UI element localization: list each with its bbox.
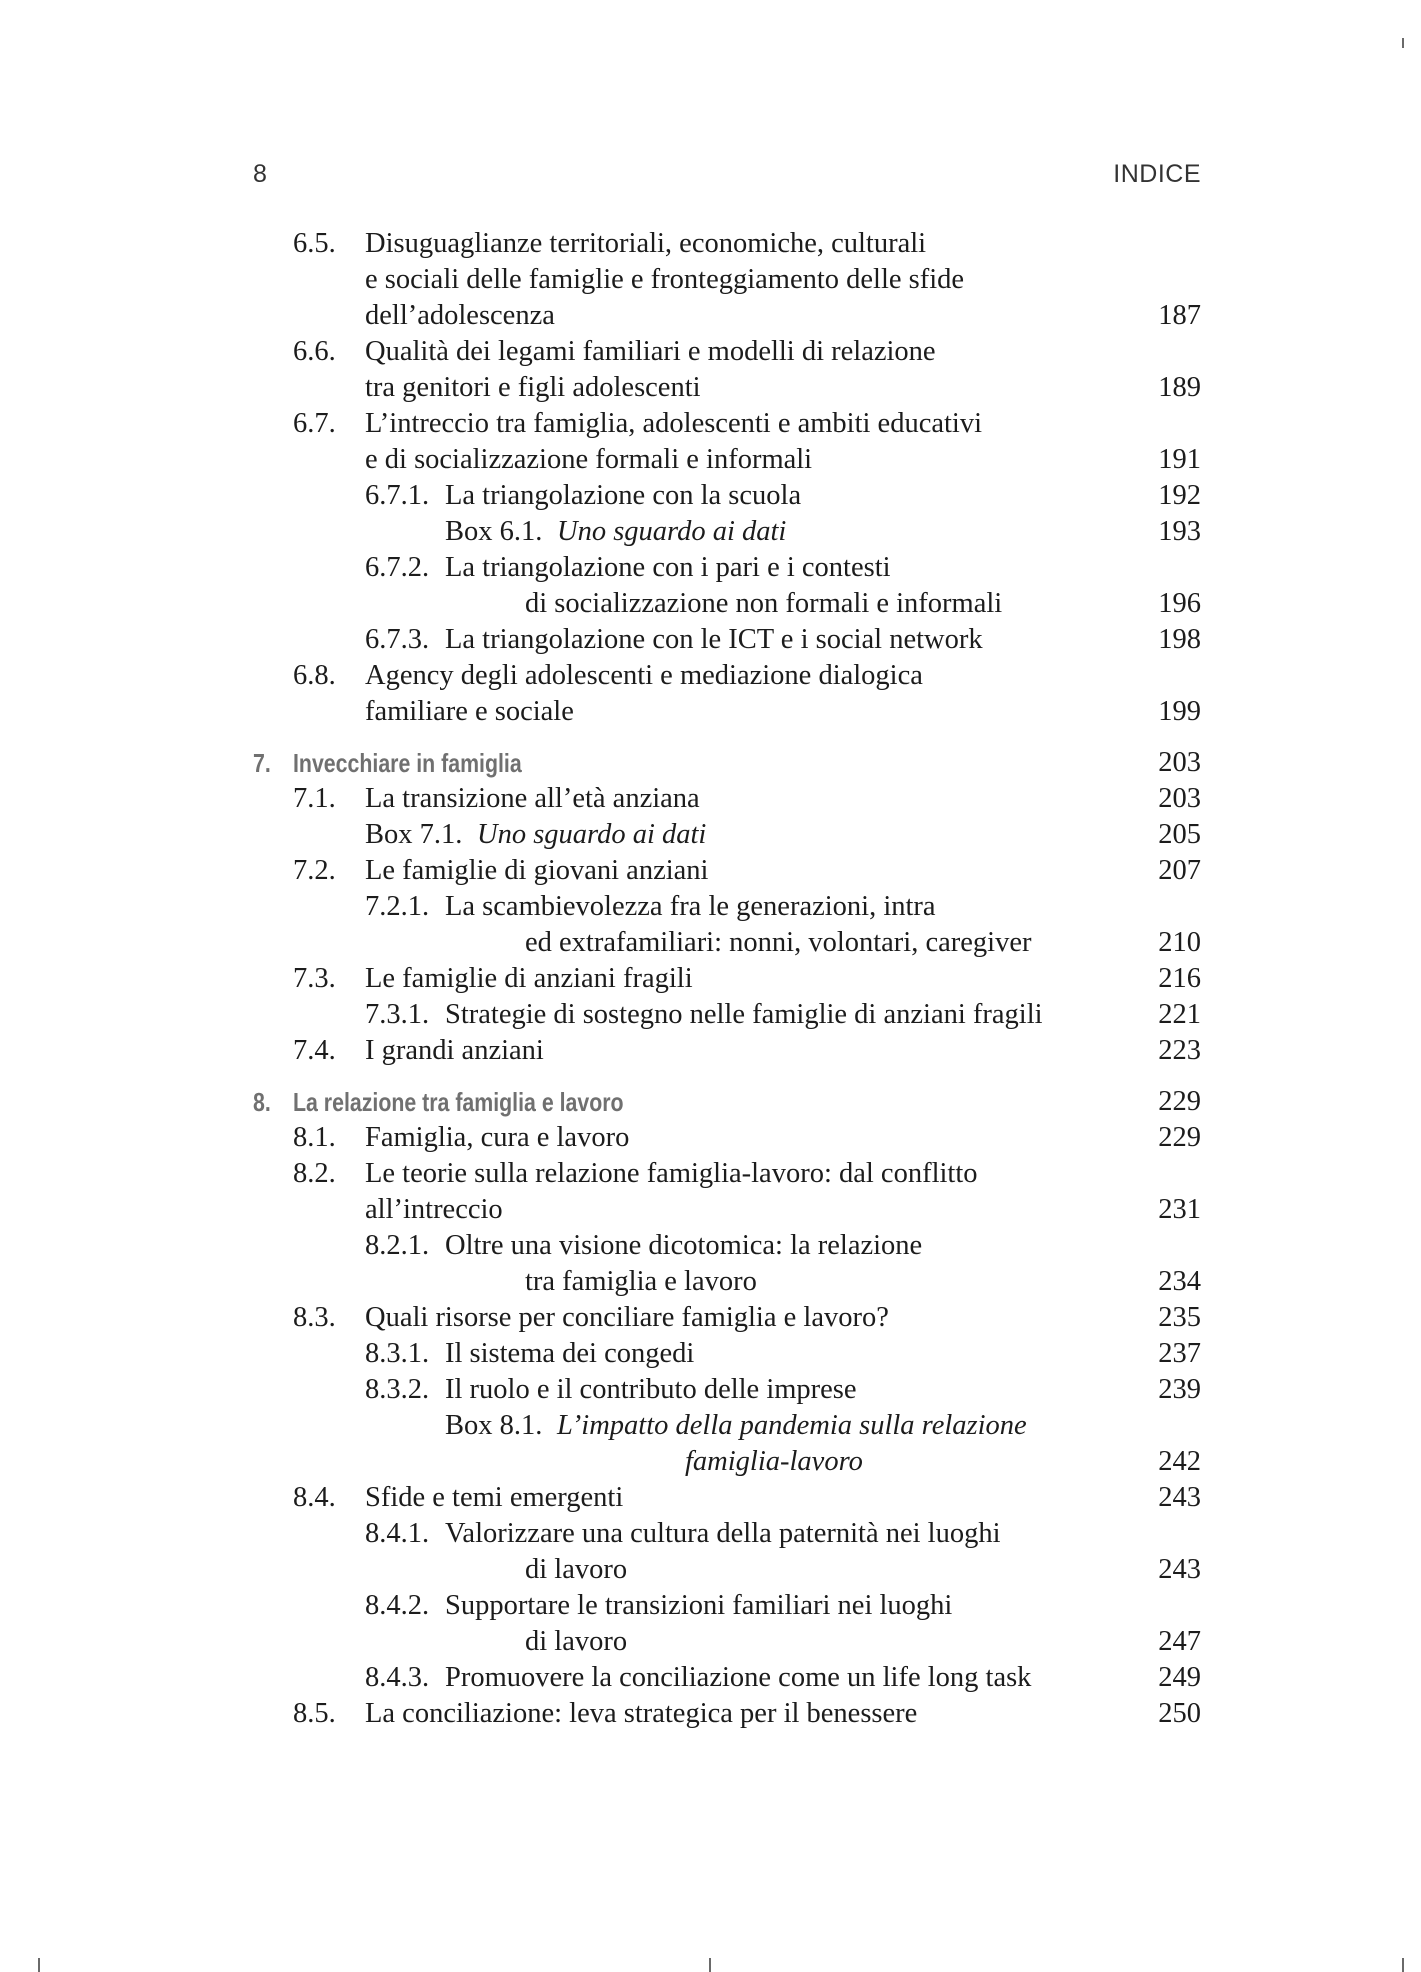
entry-number: 6.7. xyxy=(293,408,336,439)
entry-title: Promuovere la conciliazione come un life long task xyxy=(445,1662,1032,1693)
entry-title: e sociali delle famiglie e fronteggiamento delle sfide xyxy=(365,264,965,295)
entry-page-number: 205 xyxy=(1158,819,1201,850)
entry-page-number: 234 xyxy=(1158,1266,1201,1297)
toc-entry-line xyxy=(253,1033,1201,1069)
toc-entry-line xyxy=(253,478,1201,514)
toc-entry-line xyxy=(253,334,1201,370)
toc-entry-line xyxy=(253,1696,1201,1732)
toc-entry-line xyxy=(253,1444,1201,1480)
toc-entry-line xyxy=(253,1336,1201,1372)
entry-title: Invecchiare in famiglia xyxy=(293,748,522,778)
entry-title: all’intreccio xyxy=(365,1194,503,1225)
toc-entry-line xyxy=(253,1228,1201,1264)
toc-entry-line xyxy=(253,1120,1201,1156)
entry-title: famiglia-lavoro xyxy=(685,1446,863,1477)
entry-page-number: 235 xyxy=(1158,1302,1201,1333)
toc-entry-line xyxy=(253,1408,1201,1444)
entry-title: Il ruolo e il contributo delle imprese xyxy=(445,1374,857,1405)
entry-title: L’impatto della pandemia sulla relazione xyxy=(557,1410,1027,1441)
toc-entry-line xyxy=(253,1516,1201,1552)
entry-title: Agency degli adolescenti e mediazione dialogica xyxy=(365,660,923,691)
entry-title: Oltre una visione dicotomica: la relazione xyxy=(445,1230,923,1261)
entry-number: 8.3.2. xyxy=(365,1374,430,1405)
entry-title: La transizione all’età anziana xyxy=(365,783,700,814)
toc-entry-line xyxy=(253,997,1201,1033)
entry-title: Qualità dei legami familiari e modelli di relazione xyxy=(365,336,936,367)
entry-title: La triangolazione con i pari e i contesti xyxy=(445,552,891,583)
toc-chapter-line xyxy=(253,1084,1201,1120)
toc-entry-line xyxy=(253,370,1201,406)
entry-number: 6.7.2. xyxy=(365,552,430,583)
entry-number: 8.4.1. xyxy=(365,1518,430,1549)
entry-title: Le famiglie di giovani anziani xyxy=(365,855,709,886)
toc-entry-line xyxy=(253,1300,1201,1336)
toc-entry-line xyxy=(253,658,1201,694)
entry-title: di lavoro xyxy=(525,1554,628,1585)
toc-entry-line xyxy=(253,694,1201,730)
entry-title: Uno sguardo ai dati xyxy=(477,819,707,850)
entry-title: I grandi anziani xyxy=(365,1035,544,1066)
entry-title: di socializzazione non formali e informali xyxy=(525,588,1003,619)
entry-page-number: 199 xyxy=(1158,696,1201,727)
entry-title: tra genitori e figli adolescenti xyxy=(365,372,701,403)
entry-page-number: 189 xyxy=(1158,372,1201,403)
entry-page-number: 191 xyxy=(1158,444,1201,475)
toc-entry-line xyxy=(253,514,1201,550)
running-title: INDICE xyxy=(1113,160,1201,188)
entry-number: 8.3. xyxy=(293,1302,336,1333)
entry-title: Le teorie sulla relazione famiglia-lavoro: dal conflitto xyxy=(365,1158,978,1189)
entry-page-number: 239 xyxy=(1158,1374,1201,1405)
entry-page-number: 221 xyxy=(1158,999,1201,1030)
entry-title: di lavoro xyxy=(525,1626,628,1657)
toc-entry-line xyxy=(253,961,1201,997)
toc-entry-line xyxy=(253,1660,1201,1696)
entry-title: Uno sguardo ai dati xyxy=(557,516,787,547)
entry-number: 8.2. xyxy=(293,1158,336,1189)
toc-entry-line xyxy=(253,298,1201,334)
entry-title: Il sistema dei congedi xyxy=(445,1338,695,1369)
entry-title: La relazione tra famiglia e lavoro xyxy=(293,1087,624,1117)
entry-page-number: 198 xyxy=(1158,624,1201,655)
toc-entry-line xyxy=(253,1156,1201,1192)
entry-number: 6.7.3. xyxy=(365,624,430,655)
entry-number: 6.7.1. xyxy=(365,480,430,511)
entry-page-number: 229 xyxy=(1158,1122,1201,1153)
crop-mark-bottom-center xyxy=(709,1958,711,1972)
entry-number: 7.2. xyxy=(293,855,336,886)
entry-number: 6.5. xyxy=(293,228,336,259)
entry-page-number: 196 xyxy=(1158,588,1201,619)
entry-number: 8.1. xyxy=(293,1122,336,1153)
toc-entry-line xyxy=(253,262,1201,298)
page-number: 8 xyxy=(253,160,267,188)
entry-page-number: 249 xyxy=(1158,1662,1201,1693)
entry-number: 8.5. xyxy=(293,1698,336,1729)
entry-title: La triangolazione con la scuola xyxy=(445,480,802,511)
entry-title: tra famiglia e lavoro xyxy=(525,1266,757,1297)
entry-title: Famiglia, cura e lavoro xyxy=(365,1122,630,1153)
entry-page-number: 203 xyxy=(1158,747,1201,778)
entry-number: 7.3.1. xyxy=(365,999,430,1030)
entry-number: 8.3.1. xyxy=(365,1338,430,1369)
running-head xyxy=(253,160,1201,196)
entry-title: L’intreccio tra famiglia, adolescenti e ambiti educativi xyxy=(365,408,982,439)
entry-page-number: 242 xyxy=(1158,1446,1201,1477)
entry-number: 7.4. xyxy=(293,1035,336,1066)
entry-page-number: 250 xyxy=(1158,1698,1201,1729)
entry-title: Quali risorse per conciliare famiglia e lavoro? xyxy=(365,1302,889,1333)
entry-title: familiare e sociale xyxy=(365,696,574,727)
entry-title: La scambievolezza fra le generazioni, intra xyxy=(445,891,936,922)
toc-entry-line xyxy=(253,586,1201,622)
entry-title: Le famiglie di anziani fragili xyxy=(365,963,693,994)
entry-title: Sfide e temi emergenti xyxy=(365,1482,624,1513)
entry-page-number: 207 xyxy=(1158,855,1201,886)
entry-page-number: 243 xyxy=(1158,1482,1201,1513)
toc-entry-line xyxy=(253,406,1201,442)
entry-title: dell’adolescenza xyxy=(365,300,555,331)
toc-entry-line xyxy=(253,1264,1201,1300)
entry-page-number: 193 xyxy=(1158,516,1201,547)
entry-number: 7.3. xyxy=(293,963,336,994)
entry-number: 8.4.2. xyxy=(365,1590,430,1621)
entry-number: Box 7.1. xyxy=(365,819,463,850)
entry-title: e di socializzazione formali e informali xyxy=(365,444,813,475)
toc-entry-line xyxy=(253,550,1201,586)
entry-number: Box 6.1. xyxy=(445,516,543,547)
crop-mark-bottom-left xyxy=(38,1958,40,1972)
entry-page-number: 229 xyxy=(1158,1086,1201,1117)
entry-number: 7.2.1. xyxy=(365,891,430,922)
entry-page-number: 210 xyxy=(1158,927,1201,958)
entry-title: Valorizzare una cultura della paternità nei luoghi xyxy=(445,1518,1001,1549)
crop-mark-bottom-right xyxy=(1402,1958,1404,1972)
toc-entry-line xyxy=(253,1588,1201,1624)
toc-entry-line xyxy=(253,1480,1201,1516)
entry-number: Box 8.1. xyxy=(445,1410,543,1441)
entry-title: ed extrafamiliari: nonni, volontari, caregiver xyxy=(525,927,1032,958)
entry-number: 6.8. xyxy=(293,660,336,691)
entry-title: Strategie di sostegno nelle famiglie di anziani fragili xyxy=(445,999,1043,1030)
toc-entry-line xyxy=(253,853,1201,889)
entry-number: 8.4. xyxy=(293,1482,336,1513)
entry-page-number: 247 xyxy=(1158,1626,1201,1657)
entry-title: La conciliazione: leva strategica per il benessere xyxy=(365,1698,918,1729)
toc-entry-line xyxy=(253,889,1201,925)
toc-entry-line xyxy=(253,1192,1201,1228)
toc-entry-line xyxy=(253,226,1201,262)
toc-entry-line xyxy=(253,781,1201,817)
entry-page-number: 237 xyxy=(1158,1338,1201,1369)
toc-chapter-line xyxy=(253,745,1201,781)
toc-entry-line xyxy=(253,1372,1201,1408)
toc-entry-line xyxy=(253,1624,1201,1660)
toc-entry-line xyxy=(253,442,1201,478)
toc-entry-line xyxy=(253,1552,1201,1588)
entry-title: Disuguaglianze territoriali, economiche, culturali xyxy=(365,228,927,259)
entry-title: Supportare le transizioni familiari nei luoghi xyxy=(445,1590,953,1621)
toc-entry-line xyxy=(253,622,1201,658)
entry-number: 7. xyxy=(253,748,271,778)
table-of-contents xyxy=(253,226,1201,1732)
entry-page-number: 192 xyxy=(1158,480,1201,511)
toc-entry-line xyxy=(253,817,1201,853)
entry-page-number: 216 xyxy=(1158,963,1201,994)
entry-number: 7.1. xyxy=(293,783,336,814)
entry-number: 8. xyxy=(253,1087,271,1117)
entry-page-number: 187 xyxy=(1158,300,1201,331)
entry-page-number: 223 xyxy=(1158,1035,1201,1066)
entry-page-number: 203 xyxy=(1158,783,1201,814)
entry-number: 8.4.3. xyxy=(365,1662,430,1693)
crop-mark-top-right xyxy=(1402,38,1404,48)
entry-page-number: 243 xyxy=(1158,1554,1201,1585)
entry-number: 8.2.1. xyxy=(365,1230,430,1261)
entry-page-number: 231 xyxy=(1158,1194,1201,1225)
toc-entry-line xyxy=(253,925,1201,961)
entry-number: 6.6. xyxy=(293,336,336,367)
entry-title: La triangolazione con le ICT e i social network xyxy=(445,624,983,655)
